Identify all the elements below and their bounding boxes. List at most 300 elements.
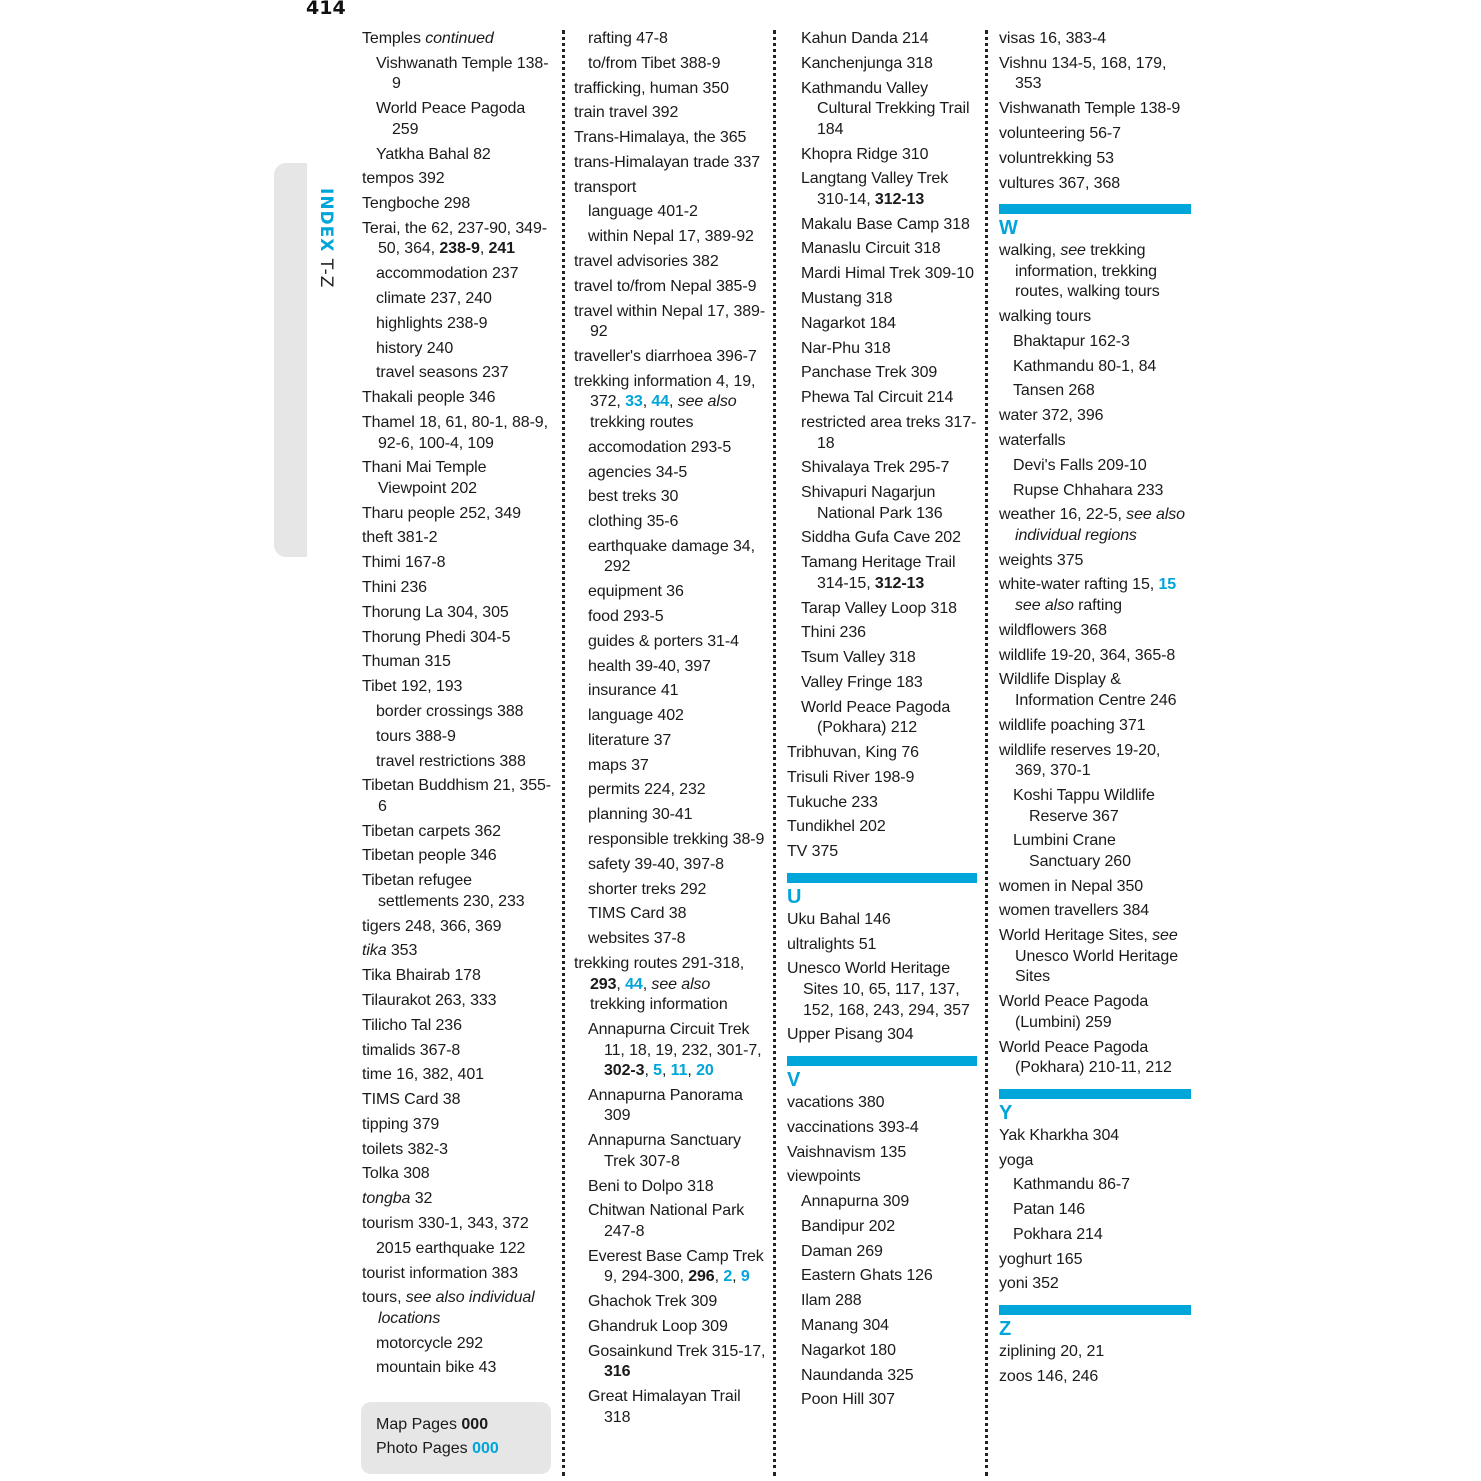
section-divider-bar [787, 1056, 977, 1066]
index-entry [999, 741, 1191, 782]
entry-text: TIMS Card 38 [362, 1091, 461, 1109]
index-subentry [362, 1334, 554, 1355]
entry-text: wildlife reserves 19-20, 369, 370-1 [999, 741, 1161, 780]
index-subentry [787, 1341, 977, 1362]
index-entry [574, 372, 768, 434]
index-entry [362, 677, 554, 698]
index-subentry [362, 702, 554, 723]
entry-text: women in Nepal 350 [999, 877, 1144, 895]
entry-text: climate 237, 240 [376, 290, 492, 308]
entry-text: World Heritage Sites, [999, 927, 1153, 945]
entry-text: insurance 41 [588, 682, 679, 700]
entry-text: Thuman 315 [362, 653, 451, 671]
entry-text: 32 [410, 1190, 433, 1208]
entry-text: transport [574, 178, 637, 196]
entry-text: Lumbini Crane Sanctuary 260 [1013, 832, 1131, 870]
entry-text: wildlife poaching 371 [999, 716, 1146, 734]
index-side-tab [274, 163, 307, 557]
entry-text: tongba [362, 1190, 411, 1208]
entry-text: Tengboche 298 [362, 195, 471, 213]
index-entry [362, 1140, 554, 1161]
entry-text: see also individual locations [378, 1289, 535, 1327]
index-subentry [787, 289, 977, 310]
photo-page-ref: 11 [670, 1062, 688, 1080]
index-subentry [787, 145, 977, 166]
index-subentry [574, 1342, 768, 1383]
index-subentry [787, 623, 977, 644]
index-entry [999, 406, 1191, 427]
index-entry [574, 302, 768, 343]
index-entry [999, 431, 1191, 452]
entry-text: Trans-Himalaya, the 365 [574, 129, 747, 147]
index-subentry [787, 1390, 977, 1411]
entry-text: history 240 [376, 339, 454, 357]
index-subentry [787, 264, 977, 285]
index-entry [362, 776, 554, 817]
entry-text: Mustang 318 [801, 290, 893, 308]
index-entry [574, 178, 768, 199]
entry-text: Everest Base Camp Trek 9, 294-300, [588, 1247, 764, 1286]
entry-text: train travel 392 [574, 104, 679, 122]
entry-text: see also [1015, 597, 1074, 615]
entry-text: Great Himalayan Trail 318 [588, 1388, 741, 1426]
entry-text: motorcycle 292 [376, 1334, 484, 1352]
section-divider-bar [999, 1089, 1191, 1099]
index-column-3 [787, 29, 977, 1415]
index-entry [574, 103, 768, 124]
entry-text: Vishnu 134-5, 168, 179, 353 [999, 54, 1167, 93]
entry-text: Thamel 18, 61, 80-1, 88-9, 92-6, 100-4, 109 [362, 413, 548, 452]
entry-text: literature 37 [588, 731, 672, 749]
entry-text: within Nepal 17, 389-92 [588, 228, 754, 246]
index-entry [999, 241, 1191, 303]
entry-text: Mardi Himal Trek 309-10 [801, 265, 974, 283]
entry-text: Manang 304 [801, 1317, 889, 1334]
entry-text: Tamang Heritage Trail 314-15, [801, 554, 956, 592]
index-subentry [574, 855, 768, 876]
map-pages-label: Map Pages [376, 1416, 457, 1433]
entry-text: Kahun Danda 214 [801, 30, 929, 47]
entry-text: Rupse Chhahara 233 [1013, 481, 1164, 499]
index-subentry [787, 363, 977, 384]
index-subentry [787, 698, 977, 739]
entry-text: tours 388-9 [376, 727, 456, 745]
index-entry [362, 578, 554, 599]
entry-text: Annapurna 309 [801, 1193, 910, 1211]
entry-text: trekking routes 291-318, [574, 954, 745, 972]
column-separator [773, 30, 776, 1476]
entry-text: see also [651, 975, 711, 993]
index-entry [574, 79, 768, 100]
entry-text: , [479, 240, 489, 258]
entry-text: water 372, 396 [999, 407, 1104, 425]
section-letter: U [787, 885, 802, 908]
index-subentry [999, 831, 1191, 872]
entry-text: Langtang Valley Trek 310-14, [801, 170, 949, 208]
index-column-4 [999, 29, 1191, 1392]
entry-text: Tarap Valley Loop 318 [801, 599, 957, 617]
entry-text: Valley Fringe 183 [801, 673, 923, 691]
index-subentry [574, 880, 768, 901]
entry-text: Tsum Valley 318 [801, 649, 916, 667]
index-subentry [574, 1177, 768, 1198]
entry-text: , [661, 1062, 671, 1080]
map-page-ref: 241 [488, 240, 515, 258]
index-entry [999, 992, 1191, 1033]
entry-text: Annapurna Circuit Trek 11, 18, 19, 232, 301-7, [588, 1020, 762, 1059]
index-entry [362, 1090, 554, 1111]
entry-text: 2015 earthquake 122 [376, 1239, 526, 1257]
entry-text: trans-Himalayan trade 337 [574, 153, 761, 171]
entry-text: food 293-5 [588, 608, 664, 625]
entry-text: permits 224, 232 [588, 781, 706, 799]
entry-text: travel within Nepal 17, 389-92 [574, 302, 766, 341]
entry-text: tipping 379 [362, 1115, 440, 1133]
index-subentry [362, 1239, 554, 1260]
entry-text: Chitwan National Park 247-8 [588, 1202, 745, 1240]
index-subentry [787, 215, 977, 236]
index-entry [999, 99, 1191, 120]
index-entry [362, 966, 554, 987]
entry-text: theft 381-2 [362, 529, 438, 547]
index-entry [362, 871, 554, 912]
index-subentry [574, 830, 768, 851]
entry-text: 353 [386, 942, 418, 960]
section-divider-bar [999, 1305, 1191, 1315]
index-tab-label [316, 188, 336, 288]
entry-text: safety 39-40, 397-8 [588, 855, 724, 873]
map-page-ref: 316 [604, 1363, 631, 1381]
entry-text: , [687, 1062, 697, 1080]
entry-text: Bhaktapur 162-3 [1013, 332, 1130, 350]
entry-text: Thini 236 [801, 624, 866, 642]
index-entry [787, 1118, 977, 1139]
entry-text: ziplining 20, 21 [999, 1343, 1105, 1361]
photo-page-ref: 2 [723, 1268, 733, 1286]
map-page-ref: 312-13 [874, 574, 925, 592]
entry-text: Thorung Phedi 304-5 [362, 628, 511, 646]
entry-text: planning 30-41 [588, 806, 693, 824]
index-subentry [574, 512, 768, 533]
entry-text: , [642, 975, 652, 993]
index-entry [787, 817, 977, 838]
index-subentry [574, 1387, 768, 1428]
map-page-ref: 238-9 [439, 240, 480, 258]
index-subentry [999, 786, 1191, 827]
photo-page-ref: 9 [740, 1268, 750, 1286]
index-entry [574, 277, 768, 298]
entry-text: to/from Tibet 388-9 [588, 54, 721, 72]
entry-text: travel seasons 237 [376, 364, 509, 382]
index-subentry [574, 29, 768, 50]
map-pages-key [376, 1413, 551, 1437]
index-entry [787, 935, 977, 956]
index-subentry [787, 1316, 977, 1337]
index-subentry [787, 314, 977, 335]
index-subentry [787, 1242, 977, 1263]
entry-text: clothing 35-6 [588, 513, 679, 531]
index-subentry [362, 54, 554, 95]
index-entry [362, 603, 554, 624]
entry-text: vacations 380 [787, 1093, 885, 1111]
index-entry [787, 1167, 977, 1188]
index-subentry [574, 1317, 768, 1338]
entry-text: Tundikhel 202 [787, 818, 886, 836]
index-entry [362, 652, 554, 673]
index-entry [362, 194, 554, 215]
entry-text: viewpoints [787, 1168, 861, 1186]
index-entry [999, 646, 1191, 667]
index-subentry [787, 673, 977, 694]
entry-text: restricted area treks 317-18 [801, 413, 977, 452]
index-subentry [574, 1247, 768, 1288]
entry-text: Thakali people 346 [362, 389, 496, 407]
index-entry [574, 128, 768, 149]
section-letter: V [787, 1068, 801, 1091]
entry-text: earthquake damage 34, 292 [588, 537, 755, 576]
index-entry [787, 1143, 977, 1164]
entry-text: walking tours [999, 308, 1092, 326]
index-subentry [574, 805, 768, 826]
entry-text: Nagarkot 184 [801, 314, 896, 332]
section-letter: Z [999, 1318, 1012, 1341]
entry-text: rafting 47-8 [588, 30, 668, 47]
index-subentry [362, 145, 554, 166]
index-entry [999, 575, 1191, 616]
entry-text: highlights 238-9 [376, 314, 488, 332]
index-subentry [362, 314, 554, 335]
index-subentry [999, 481, 1191, 502]
index-subentry [787, 79, 977, 141]
index-entry [787, 793, 977, 814]
entry-text: Vishwanath Temple 138-9 [376, 54, 549, 93]
index-subentry [574, 202, 768, 223]
index-entry [362, 917, 554, 938]
entry-text: walking, [999, 242, 1061, 260]
entry-text: Ghachok Trek 309 [588, 1293, 718, 1311]
index-subentry [787, 458, 977, 479]
index-subentry [574, 463, 768, 484]
photo-pages-label: Photo Pages [376, 1440, 468, 1457]
entry-text: travel advisories 382 [574, 253, 719, 271]
entry-text: trekking information 4, 19, 372, [574, 372, 756, 411]
entry-text: Tribhuvan, King 76 [787, 744, 919, 762]
index-entry [999, 1274, 1191, 1295]
entry-text: Wildlife Display & Information Centre 246 [999, 671, 1177, 709]
index-entry [999, 54, 1191, 95]
entry-text: tourist information 383 [362, 1264, 519, 1282]
entry-text: Shivapuri Nagarjun National Park 136 [801, 484, 943, 522]
photo-page-ref: 33 [625, 393, 643, 411]
index-subentry [787, 413, 977, 454]
entry-text: Upper Pisang 304 [787, 1026, 914, 1044]
entry-text: best treks 30 [588, 488, 679, 506]
entry-text: language 401-2 [588, 203, 698, 221]
entry-text: accommodation 237 [376, 265, 519, 283]
entry-text: Uku Bahal 146 [787, 910, 891, 928]
photo-pages-code: 000 [472, 1440, 499, 1457]
index-entry [362, 169, 554, 190]
index-subentry [787, 483, 977, 524]
entry-text: tempos 392 [362, 170, 445, 188]
entry-text: accomodation 293-5 [588, 438, 732, 456]
index-subentry [787, 54, 977, 75]
entry-text: Nagarkot 180 [801, 1341, 896, 1359]
index-entry [999, 505, 1191, 546]
page-number: 414 [306, 0, 346, 19]
index-subentry [787, 29, 977, 50]
index-entry [362, 504, 554, 525]
photo-page-ref: 20 [696, 1062, 714, 1080]
entry-text: , [732, 1268, 741, 1286]
entry-text: Vaishnavism 135 [787, 1143, 907, 1161]
entry-text: women travellers 384 [999, 902, 1150, 920]
index-subentry [999, 332, 1191, 353]
index-subentry [787, 388, 977, 409]
entry-text: weights 375 [999, 551, 1084, 569]
index-subentry [362, 289, 554, 310]
index-entry [999, 926, 1191, 988]
index-entry [999, 1126, 1191, 1147]
index-entry [999, 29, 1191, 50]
index-subentry [574, 657, 768, 678]
entry-text: white-water rafting 15, [999, 576, 1159, 594]
index-entry [999, 1250, 1191, 1271]
entry-text: volunteering 56-7 [999, 124, 1121, 142]
entry-text: see also individual regions [1015, 506, 1185, 544]
index-subentry [362, 99, 554, 140]
photo-page-ref: 44 [625, 975, 643, 993]
entry-text: Thani Mai Temple Viewpoint 202 [362, 459, 487, 497]
entry-text: tours, [362, 1289, 406, 1307]
index-subentry [574, 756, 768, 777]
entry-text: , [644, 1062, 654, 1080]
entry-text: Koshi Tappu Wildlife Reserve 367 [1013, 786, 1155, 825]
index-entry [362, 458, 554, 499]
index-entry [362, 628, 554, 649]
index-entry [362, 822, 554, 843]
index-subentry [574, 438, 768, 459]
entry-text: Kathmandu 80-1, 84 [1013, 357, 1157, 375]
entry-text: , [616, 975, 626, 993]
entry-text: ultralights 51 [787, 935, 877, 953]
index-entry [999, 621, 1191, 642]
entry-text: guides & porters 31-4 [588, 632, 739, 650]
index-entry [362, 1065, 554, 1086]
map-page-ref: 302-3 [604, 1062, 645, 1080]
entry-text: visas 16, 383-4 [999, 30, 1107, 47]
entry-text: Annapurna Sanctuary Trek 307-8 [588, 1132, 741, 1170]
entry-text: traveller's diarrhoea 396-7 [574, 347, 757, 365]
index-entry [999, 1038, 1191, 1079]
entry-text: waterfalls [999, 431, 1066, 449]
entry-text: maps 37 [588, 756, 649, 774]
index-subentry [574, 582, 768, 603]
photo-page-ref: 44 [651, 393, 670, 411]
index-subentry [787, 648, 977, 669]
index-subentry [787, 1192, 977, 1213]
entry-text: trekking information, trekking routes, walking tours [1015, 242, 1160, 301]
index-subentry [787, 1266, 977, 1287]
index-subentry [787, 553, 977, 594]
index-entry [787, 959, 977, 1021]
entry-text: responsible trekking 38-9 [588, 831, 765, 849]
entry-text: Panchase Trek 309 [801, 364, 938, 382]
entry-text: voluntrekking 53 [999, 149, 1114, 167]
entry-text: timalids 367-8 [362, 1041, 461, 1059]
index-entry [362, 388, 554, 409]
index-tab-range: T-Z [316, 258, 336, 289]
entry-text: Kathmandu Valley Cultural Trekking Trail 184 [801, 79, 970, 138]
entry-text: time 16, 382, 401 [362, 1066, 484, 1084]
entry-text: weather 16, 22-5, [999, 506, 1127, 524]
entry-text: Yatkha Bahal 82 [376, 145, 491, 163]
entry-text: Tukuche 233 [787, 793, 878, 811]
index-subentry [999, 1175, 1191, 1196]
index-subentry [787, 1291, 977, 1312]
index-subentry [574, 1201, 768, 1242]
index-entry [787, 1025, 977, 1046]
index-subentry [574, 537, 768, 578]
entry-text: World Peace Pagoda (Pokhara) 212 [801, 698, 951, 737]
index-subentry [999, 381, 1191, 402]
index-entry [787, 842, 977, 863]
index-subentry [574, 1131, 768, 1172]
entry-text: see [1152, 927, 1178, 945]
index-subentry [574, 681, 768, 702]
index-subentry [787, 1217, 977, 1238]
section-letter: W [999, 217, 1018, 240]
entry-text: border crossings 388 [376, 702, 524, 720]
entry-text: agencies 34-5 [588, 463, 688, 481]
index-subentry [362, 363, 554, 384]
section-divider-bar [999, 204, 1191, 214]
index-entry [787, 1093, 977, 1114]
index-entry [999, 716, 1191, 737]
index-column-2 [574, 29, 768, 1432]
entry-text: , [714, 1268, 724, 1286]
entry-text: Devi's Falls 209-10 [1013, 456, 1147, 474]
entry-text: Manaslu Circuit 318 [801, 240, 941, 258]
entry-text: Kathmandu 86-7 [1013, 1176, 1130, 1194]
index-subentry [574, 731, 768, 752]
index-entry [362, 553, 554, 574]
entry-text: Phewa Tal Circuit 214 [801, 389, 954, 407]
entry-text: Terai, the 62, 237-90, 349-50, 364, [362, 219, 547, 258]
index-tab-title: INDEX [316, 188, 336, 253]
index-subentry [787, 239, 977, 260]
entry-text: Tibetan people 346 [362, 847, 497, 865]
entry-text: Unesco World Heritage Sites 10, 65, 117, 137, 152, 168, 243, 294, 357 [787, 960, 970, 1019]
entry-text: Unesco World Heritage Sites [1015, 947, 1179, 986]
index-column-1 [362, 29, 554, 1383]
entry-text: trekking information [590, 996, 728, 1014]
index-entry [362, 846, 554, 867]
index-entry [999, 124, 1191, 145]
index-subentry [999, 1225, 1191, 1246]
entry-text: Siddha Gufa Cave 202 [801, 529, 961, 547]
entry-text: Trisuli River 198-9 [787, 768, 915, 786]
entry-text: mountain bike 43 [376, 1359, 497, 1377]
index-entry [999, 149, 1191, 170]
index-subentry [787, 599, 977, 620]
entry-text: Annapurna Panorama 309 [588, 1086, 743, 1125]
index-subentry [362, 264, 554, 285]
index-subentry [787, 339, 977, 360]
index-entry [999, 551, 1191, 572]
entry-text: wildlife 19-20, 364, 365-8 [999, 646, 1176, 664]
entry-text: Nar-Phu 318 [801, 339, 891, 357]
